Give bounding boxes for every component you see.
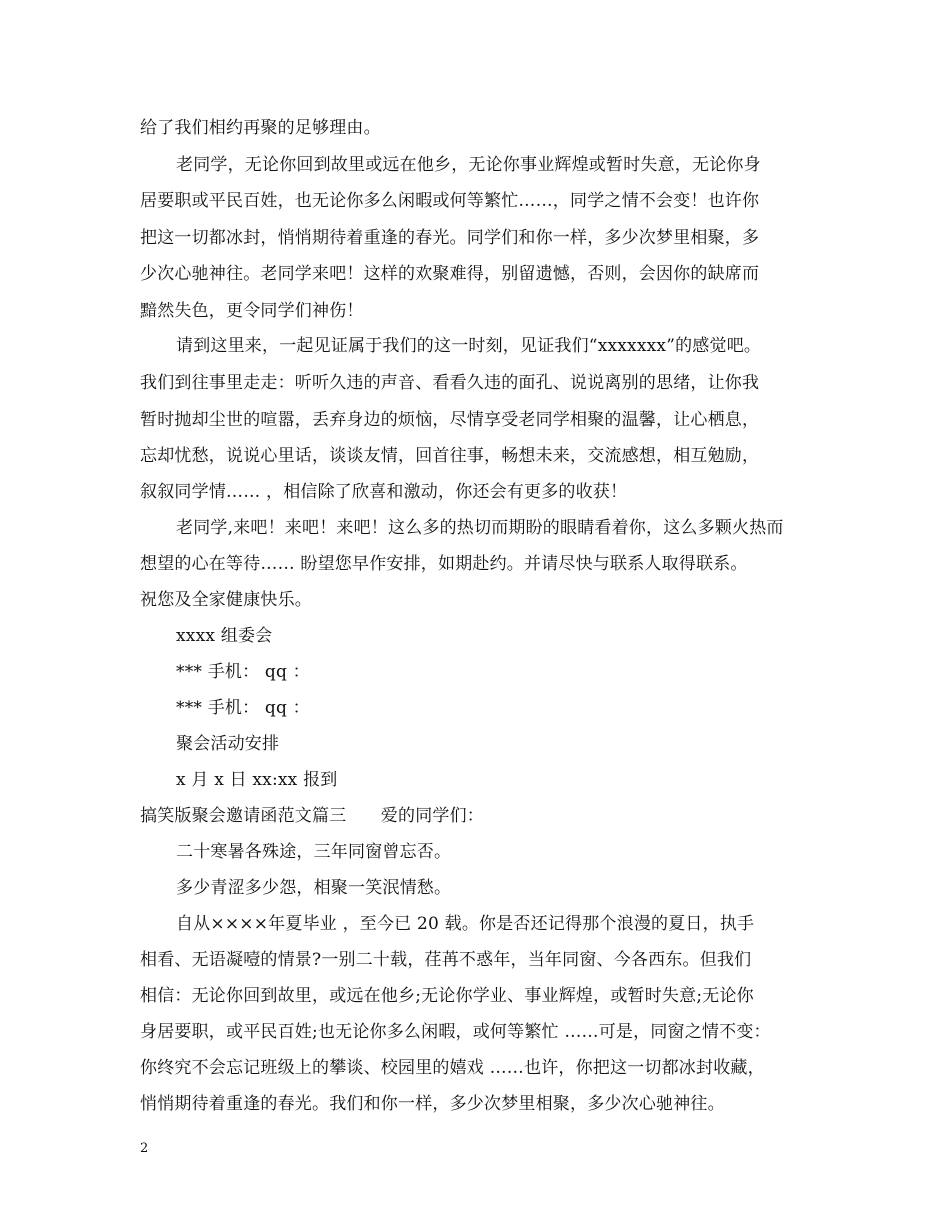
text-line: 聚会活动安排: [176, 734, 280, 754]
text-line: 居要职或平民百姓，也无论你多么闲暇或何等繁忙……，同学之情不会变！也许你: [140, 191, 760, 211]
text-line: 悄悄期待着重逢的春光。我们和你一样，多少次梦里相聚，多少次心驰神往。: [140, 1094, 725, 1114]
page-number: 2: [140, 1141, 149, 1156]
text-line: 少次心驰神往。老同学来吧！这样的欢聚难得，别留遗憾，否则，会因你的缺席而: [140, 264, 760, 284]
text-line: 黯然失色，更令同学们神伤！: [140, 301, 364, 321]
text-line: 多少青涩多少怨，相聚一笑泯情愁。: [176, 878, 452, 898]
text-line: 叙叙同学情…… ，相信除了欣喜和激动，你还会有更多的收获！: [140, 482, 628, 502]
text-line: 你终究不会忘记班级上的攀谈、校园里的嬉戏 ……也许，你把这一切都冰封收藏，: [140, 1058, 765, 1078]
text-line: 我们到往事里走走：听听久违的声音、看看久违的面孔、说说离别的思绪，让你我: [140, 373, 760, 393]
text-line: x 月 x 日 xx:xx 报到: [176, 770, 338, 790]
text-line: 老同学,来吧！来吧！来吧！这么多的热切而期盼的眼睛看着你，这么多颗火热而: [176, 518, 784, 538]
text-line: 二十寒暑各殊途，三年同窗曾忘否。: [176, 842, 452, 862]
text-line: 相信：无论你回到故里，或远在他乡;无论你学业、事业辉煌，或暂时失意;无论你: [140, 986, 754, 1006]
text-line: 身居要职，或平民百姓;也无论你多么闲暇，或何等繁忙 ……可是，同窗之情不变：: [140, 1022, 771, 1042]
text-line: 给了我们相约再聚的足够理由。: [140, 118, 381, 138]
text-line: 老同学，无论你回到故里或远在他乡，无论你事业辉煌或暂时失意，无论你身: [176, 155, 761, 175]
text-line: 忘却忧愁，说说心里话，谈谈友情，回首往事，畅想未来，交流感想，相互勉励，: [140, 446, 760, 466]
text-line: 祝您及全家健康快乐。: [140, 590, 312, 610]
text-line: *** 手机： qq ：: [176, 698, 310, 718]
text-line: 相看、无语凝噎的情景?一别二十载，荏苒不惑年，当年同窗、今各西东。但我们: [140, 950, 752, 970]
text-line: 把这一切都冰封，悄悄期待着重逢的春光。同学们和你一样，多少次梦里相聚，多: [140, 228, 760, 248]
text-line: 暂时抛却尘世的喧嚣，丢弃身边的烦恼，尽情享受老同学相聚的温馨，让心栖息，: [140, 410, 760, 430]
text-line: xxxx 组委会: [176, 626, 273, 646]
section-heading: 搞笑版聚会邀请函范文篇三 爱的同学们：: [140, 806, 484, 826]
text-line: 自从××××年夏毕业 ，至今已 20 载。你是否还记得那个浪漫的夏日，执手: [176, 914, 755, 934]
text-line: 想望的心在等待…… 盼望您早作安排，如期赴约。并请尽快与联系人取得联系。: [140, 554, 748, 574]
text-line: 请到这里来，一起见证属于我们的这一时刻，见证我们“xxxxxxx”的感觉吧。: [176, 336, 762, 356]
text-line: *** 手机： qq ：: [176, 662, 310, 682]
